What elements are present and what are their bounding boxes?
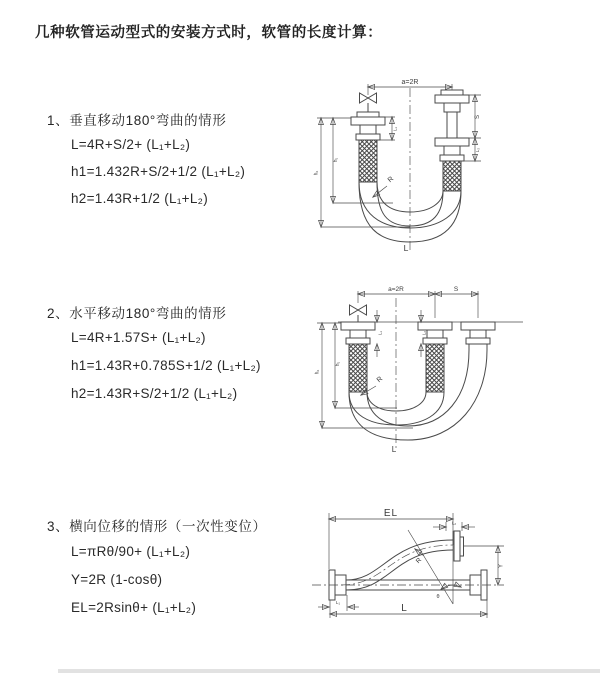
- section-2-formula-h2: h2=1.43R+S/2+1/2 (L₁+L₂): [71, 386, 238, 401]
- dim-label-a2r: a=2R: [388, 286, 404, 293]
- braided-hose-right: [443, 161, 461, 191]
- dim-label-l1: L₁: [392, 126, 398, 132]
- section-2-formula-h1: h1=1.43R+0.785S+1/2 (L₁+L₂): [71, 358, 261, 373]
- dim-label-l2: L₂: [475, 147, 480, 153]
- section-3-formula-length: L=πRθ/90+ (L₁+L₂): [71, 544, 191, 559]
- section-2-formula-length: L=4R+1.57S+ (L₁+L₂): [71, 330, 206, 345]
- valve-icon: [360, 93, 377, 112]
- section-1-formula-h2: h2=1.43R+1/2 (L₁+L₂): [71, 191, 209, 206]
- section-2-heading: 2、水平移动180°弯曲的情形: [47, 306, 227, 321]
- dim-label-length: L: [391, 445, 397, 454]
- upper-flange: [454, 531, 464, 561]
- radius-leader: [373, 186, 387, 197]
- dim-label-l2: L₂: [451, 520, 457, 526]
- section-1-heading: 1、垂直移动180°弯曲的情形: [47, 113, 227, 128]
- dim-label-s: S: [453, 286, 459, 293]
- dim-label-r: R: [414, 556, 424, 566]
- dim-label-l1: L₁: [335, 600, 341, 605]
- dim-label-length: L: [401, 603, 407, 614]
- dim-a2r-s: [358, 291, 478, 318]
- left-pipe-fitting: [341, 322, 375, 392]
- dim-label-el: EL: [383, 508, 399, 519]
- braided-hose-left: [349, 344, 367, 392]
- dim-length: [330, 600, 487, 618]
- diagram-vertical-180-bend: [310, 72, 600, 262]
- dim-label-s: S: [475, 114, 481, 120]
- right-pipe-fitting: [461, 322, 495, 350]
- dim-label-a2r: a=2R: [401, 79, 419, 86]
- dim-label-l1: L₁: [377, 330, 383, 336]
- section-3-formula-y: Y=2R (1-cosθ): [71, 572, 163, 587]
- section-1-formula-h1: h1=1.432R+S/2+1/2 (L₁+L₂): [71, 164, 246, 179]
- dim-label-h2: h₂: [314, 369, 321, 375]
- hose-displaced-position: [341, 540, 453, 590]
- dim-label-r: R: [386, 175, 396, 185]
- dim-label-h1: h₁: [335, 361, 341, 367]
- dim-label-r: R: [375, 375, 385, 385]
- left-pipe-fitting: [351, 112, 385, 182]
- diagram-lateral-displacement: [300, 505, 600, 655]
- braided-hose-middle: [426, 344, 444, 392]
- right-pipe-fitting: [435, 90, 469, 191]
- diagram-horizontal-180-bend: [312, 283, 600, 465]
- dim-label-h1: h₁: [333, 157, 339, 163]
- braided-hose-left: [359, 140, 377, 182]
- valve-icon: [350, 305, 367, 322]
- u-bend-hose-curves: [349, 350, 487, 440]
- dim-label-h2: h₂: [313, 170, 320, 176]
- section-3-heading: 3、横向位移的情形（一次性变位）: [47, 519, 267, 534]
- page-title: 几种软管运动型式的安装方式时，软管的长度计算：: [35, 25, 383, 41]
- dim-label-y: Y: [498, 563, 505, 569]
- scan-edge-artifact: [58, 669, 600, 673]
- dim-label-theta: θ: [436, 594, 440, 600]
- dim-label-l2: L₂: [421, 330, 427, 336]
- section-1-formula-length: L=4R+S/2+ (L₁+L₂): [71, 137, 191, 152]
- dim-label-length: L: [403, 243, 409, 253]
- section-3-formula-el: EL=2Rsinθ+ (L₁+L₂): [71, 600, 197, 615]
